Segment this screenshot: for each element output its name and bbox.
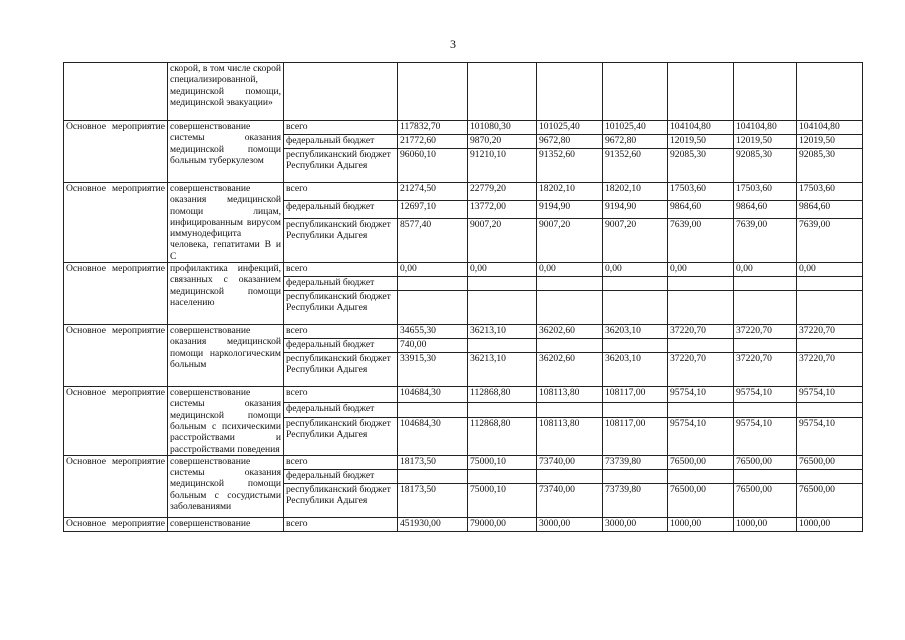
- amount-cell: 96060,10: [398, 149, 468, 183]
- empty-cell: [797, 63, 863, 121]
- amount-cell: 101025,40: [537, 121, 603, 135]
- amount-cell: 95754,10: [668, 387, 734, 403]
- empty-cell: [734, 63, 797, 121]
- amount-cell: 73740,00: [537, 455, 603, 469]
- amount-cell: 75000,10: [468, 455, 537, 469]
- amount-cell: 18202,10: [603, 183, 668, 201]
- amount-cell: 9864,60: [797, 201, 863, 219]
- amount-cell: 0,00: [668, 263, 734, 277]
- amount-cell: 91352,60: [537, 149, 603, 183]
- amount-cell: 9864,60: [734, 201, 797, 219]
- amount-cell: 76500,00: [668, 455, 734, 469]
- amount-cell: [398, 291, 468, 325]
- measure-name-cell: совершенствование оказания медицинской помощи лицам, инфицированным вирусом иммунодефицита человека, гепатитами В и С: [168, 183, 284, 263]
- funding-source-cell: республиканский бюджет Республики Адыгея: [284, 291, 398, 325]
- table-row: [64, 183, 863, 201]
- amount-cell: 9194,90: [537, 201, 603, 219]
- amount-cell: [603, 469, 668, 483]
- amount-cell: 451930,00: [398, 517, 468, 531]
- amount-cell: [734, 277, 797, 291]
- budget-table: [63, 62, 863, 532]
- page-number: 3: [450, 37, 456, 51]
- measure-name-cell: совершенствование: [168, 517, 284, 531]
- amount-cell: 117832,70: [398, 121, 468, 135]
- measure-name-cell: совершенствование системы оказания медицинской помощи больным с психическими расстройствами и расстройствами поведения: [168, 387, 284, 456]
- amount-cell: 108113,80: [537, 418, 603, 456]
- amount-cell: [468, 402, 537, 418]
- amount-cell: 9007,20: [603, 219, 668, 263]
- amount-cell: 0,00: [734, 263, 797, 277]
- amount-cell: 76500,00: [797, 483, 863, 517]
- amount-cell: [668, 291, 734, 325]
- empty-cell: [603, 63, 668, 121]
- amount-cell: 36203,10: [603, 325, 668, 339]
- amount-cell: 95754,10: [734, 418, 797, 456]
- funding-source-cell: республиканский бюджет Республики Адыгея: [284, 418, 398, 456]
- amount-cell: 9672,80: [537, 135, 603, 149]
- amount-cell: 0,00: [537, 263, 603, 277]
- amount-cell: [468, 339, 537, 353]
- amount-cell: 1000,00: [668, 517, 734, 531]
- amount-cell: [603, 277, 668, 291]
- amount-cell: 79000,00: [468, 517, 537, 531]
- amount-cell: 17503,60: [668, 183, 734, 201]
- amount-cell: [468, 291, 537, 325]
- amount-cell: 101025,40: [603, 121, 668, 135]
- funding-source-cell: федеральный бюджет: [284, 201, 398, 219]
- amount-cell: 37220,70: [797, 353, 863, 387]
- amount-cell: 108113,80: [537, 387, 603, 403]
- amount-cell: 18173,50: [398, 483, 468, 517]
- amount-cell: 37220,70: [734, 325, 797, 339]
- funding-source-cell: республиканский бюджет Республики Адыгея: [284, 149, 398, 183]
- table-row: [64, 455, 863, 469]
- funding-source-cell: республиканский бюджет Республики Адыгея: [284, 219, 398, 263]
- amount-cell: 9870,20: [468, 135, 537, 149]
- amount-cell: 108117,00: [603, 387, 668, 403]
- amount-cell: 37220,70: [668, 353, 734, 387]
- measure-name-cell: совершенствование системы оказания медицинской помощи больным туберкулезом: [168, 121, 284, 183]
- amount-cell: 7639,00: [734, 219, 797, 263]
- amount-cell: 73739,80: [603, 455, 668, 469]
- measure-type-cell: Основное мероприятие: [64, 517, 168, 531]
- amount-cell: 95754,10: [668, 418, 734, 456]
- measure-type-cell: Основное мероприятие: [64, 387, 168, 456]
- amount-cell: [537, 339, 603, 353]
- amount-cell: 104684,30: [398, 387, 468, 403]
- amount-cell: 76500,00: [797, 455, 863, 469]
- amount-cell: [537, 469, 603, 483]
- amount-cell: 108117,00: [603, 418, 668, 456]
- amount-cell: 18173,50: [398, 455, 468, 469]
- amount-cell: 92085,30: [797, 149, 863, 183]
- amount-cell: 22779,20: [468, 183, 537, 201]
- funding-source-cell: федеральный бюджет: [284, 277, 398, 291]
- funding-source-cell: всего: [284, 455, 398, 469]
- funding-source-cell: федеральный бюджет: [284, 339, 398, 353]
- amount-cell: 36213,10: [468, 325, 537, 339]
- amount-cell: 12019,50: [797, 135, 863, 149]
- table-row: [64, 325, 863, 339]
- amount-cell: 101080,30: [468, 121, 537, 135]
- amount-cell: [398, 469, 468, 483]
- amount-cell: [797, 402, 863, 418]
- amount-cell: 95754,10: [797, 418, 863, 456]
- amount-cell: [537, 277, 603, 291]
- amount-cell: 36213,10: [468, 353, 537, 387]
- amount-cell: [468, 469, 537, 483]
- amount-cell: 95754,10: [797, 387, 863, 403]
- amount-cell: 92085,30: [734, 149, 797, 183]
- amount-cell: 112868,80: [468, 387, 537, 403]
- amount-cell: 73740,00: [537, 483, 603, 517]
- amount-cell: 76500,00: [668, 483, 734, 517]
- amount-cell: 37220,70: [734, 353, 797, 387]
- amount-cell: [797, 277, 863, 291]
- amount-cell: [668, 277, 734, 291]
- amount-cell: [537, 291, 603, 325]
- amount-cell: 36202,60: [537, 353, 603, 387]
- amount-cell: 8577,40: [398, 219, 468, 263]
- amount-cell: [668, 402, 734, 418]
- amount-cell: 104104,80: [797, 121, 863, 135]
- amount-cell: 112868,80: [468, 418, 537, 456]
- empty-cell: [398, 63, 468, 121]
- amount-cell: 37220,70: [668, 325, 734, 339]
- funding-source-cell: всего: [284, 263, 398, 277]
- table-row: [64, 517, 863, 531]
- table-row: [64, 63, 863, 121]
- funding-source-cell: федеральный бюджет: [284, 469, 398, 483]
- table-row: [64, 121, 863, 135]
- empty-cell: [537, 63, 603, 121]
- amount-cell: 33915,30: [398, 353, 468, 387]
- amount-cell: 9864,60: [668, 201, 734, 219]
- amount-cell: [603, 402, 668, 418]
- amount-cell: [734, 469, 797, 483]
- amount-cell: 9672,80: [603, 135, 668, 149]
- measure-name-cell: совершенствование системы оказания медицинской помощи больным с сосудистыми заболеваниями: [168, 455, 284, 517]
- amount-cell: 91352,60: [603, 149, 668, 183]
- amount-cell: 0,00: [468, 263, 537, 277]
- amount-cell: [797, 291, 863, 325]
- funding-source-cell: федеральный бюджет: [284, 135, 398, 149]
- funding-source-cell: всего: [284, 325, 398, 339]
- amount-cell: 12697,10: [398, 201, 468, 219]
- measure-name-cell: совершенствование оказания медицинской помощи наркологическим больным: [168, 325, 284, 387]
- table-row: [64, 387, 863, 403]
- amount-cell: 0,00: [603, 263, 668, 277]
- amount-cell: 7639,00: [797, 219, 863, 263]
- funding-source-cell: республиканский бюджет Республики Адыгея: [284, 483, 398, 517]
- amount-cell: [734, 291, 797, 325]
- amount-cell: 3000,00: [603, 517, 668, 531]
- funding-source-cell: всего: [284, 183, 398, 201]
- amount-cell: 9194,90: [603, 201, 668, 219]
- amount-cell: [398, 402, 468, 418]
- amount-cell: 21274,50: [398, 183, 468, 201]
- amount-cell: 3000,00: [537, 517, 603, 531]
- amount-cell: 17503,60: [734, 183, 797, 201]
- amount-cell: 91210,10: [468, 149, 537, 183]
- amount-cell: 76500,00: [734, 483, 797, 517]
- empty-cell: [668, 63, 734, 121]
- amount-cell: 7639,00: [668, 219, 734, 263]
- amount-cell: 36203,10: [603, 353, 668, 387]
- amount-cell: [734, 339, 797, 353]
- measure-name-cell: скорой, в том числе скорой специализированной, медицинской помощи, медицинской эвакуации»: [168, 63, 284, 121]
- measure-type-cell: Основное мероприятие: [64, 183, 168, 263]
- measure-type-cell: [64, 63, 168, 121]
- measure-name-cell: профилактика инфекций, связанных с оказанием медицинской помощи населению: [168, 263, 284, 325]
- amount-cell: 37220,70: [797, 325, 863, 339]
- amount-cell: 18202,10: [537, 183, 603, 201]
- amount-cell: 104104,80: [668, 121, 734, 135]
- measure-type-cell: Основное мероприятие: [64, 325, 168, 387]
- measure-type-cell: Основное мероприятие: [64, 121, 168, 183]
- funding-source-cell: республиканский бюджет Республики Адыгея: [284, 353, 398, 387]
- amount-cell: 36202,60: [537, 325, 603, 339]
- amount-cell: [603, 339, 668, 353]
- amount-cell: 73739,80: [603, 483, 668, 517]
- amount-cell: 104684,30: [398, 418, 468, 456]
- amount-cell: 75000,10: [468, 483, 537, 517]
- amount-cell: [797, 469, 863, 483]
- amount-cell: 92085,30: [668, 149, 734, 183]
- amount-cell: 12019,50: [734, 135, 797, 149]
- funding-source-cell: всего: [284, 517, 398, 531]
- amount-cell: 21772,60: [398, 135, 468, 149]
- amount-cell: [668, 339, 734, 353]
- amount-cell: 12019,50: [668, 135, 734, 149]
- amount-cell: 104104,80: [734, 121, 797, 135]
- measure-type-cell: Основное мероприятие: [64, 455, 168, 517]
- amount-cell: 1000,00: [797, 517, 863, 531]
- amount-cell: 17503,60: [797, 183, 863, 201]
- funding-source-cell: всего: [284, 387, 398, 403]
- amount-cell: [468, 277, 537, 291]
- amount-cell: 1000,00: [734, 517, 797, 531]
- measure-type-cell: Основное мероприятие: [64, 263, 168, 325]
- empty-cell: [284, 63, 398, 121]
- amount-cell: [398, 277, 468, 291]
- amount-cell: 95754,10: [734, 387, 797, 403]
- amount-cell: [797, 339, 863, 353]
- amount-cell: [668, 469, 734, 483]
- amount-cell: [734, 402, 797, 418]
- amount-cell: 9007,20: [468, 219, 537, 263]
- funding-source-cell: федеральный бюджет: [284, 402, 398, 418]
- amount-cell: 9007,20: [537, 219, 603, 263]
- amount-cell: 34655,30: [398, 325, 468, 339]
- amount-cell: 13772,00: [468, 201, 537, 219]
- amount-cell: 740,00: [398, 339, 468, 353]
- amount-cell: 0,00: [797, 263, 863, 277]
- empty-cell: [468, 63, 537, 121]
- amount-cell: 76500,00: [734, 455, 797, 469]
- table-row: [64, 263, 863, 277]
- amount-cell: [537, 402, 603, 418]
- amount-cell: 0,00: [398, 263, 468, 277]
- funding-source-cell: всего: [284, 121, 398, 135]
- amount-cell: [603, 291, 668, 325]
